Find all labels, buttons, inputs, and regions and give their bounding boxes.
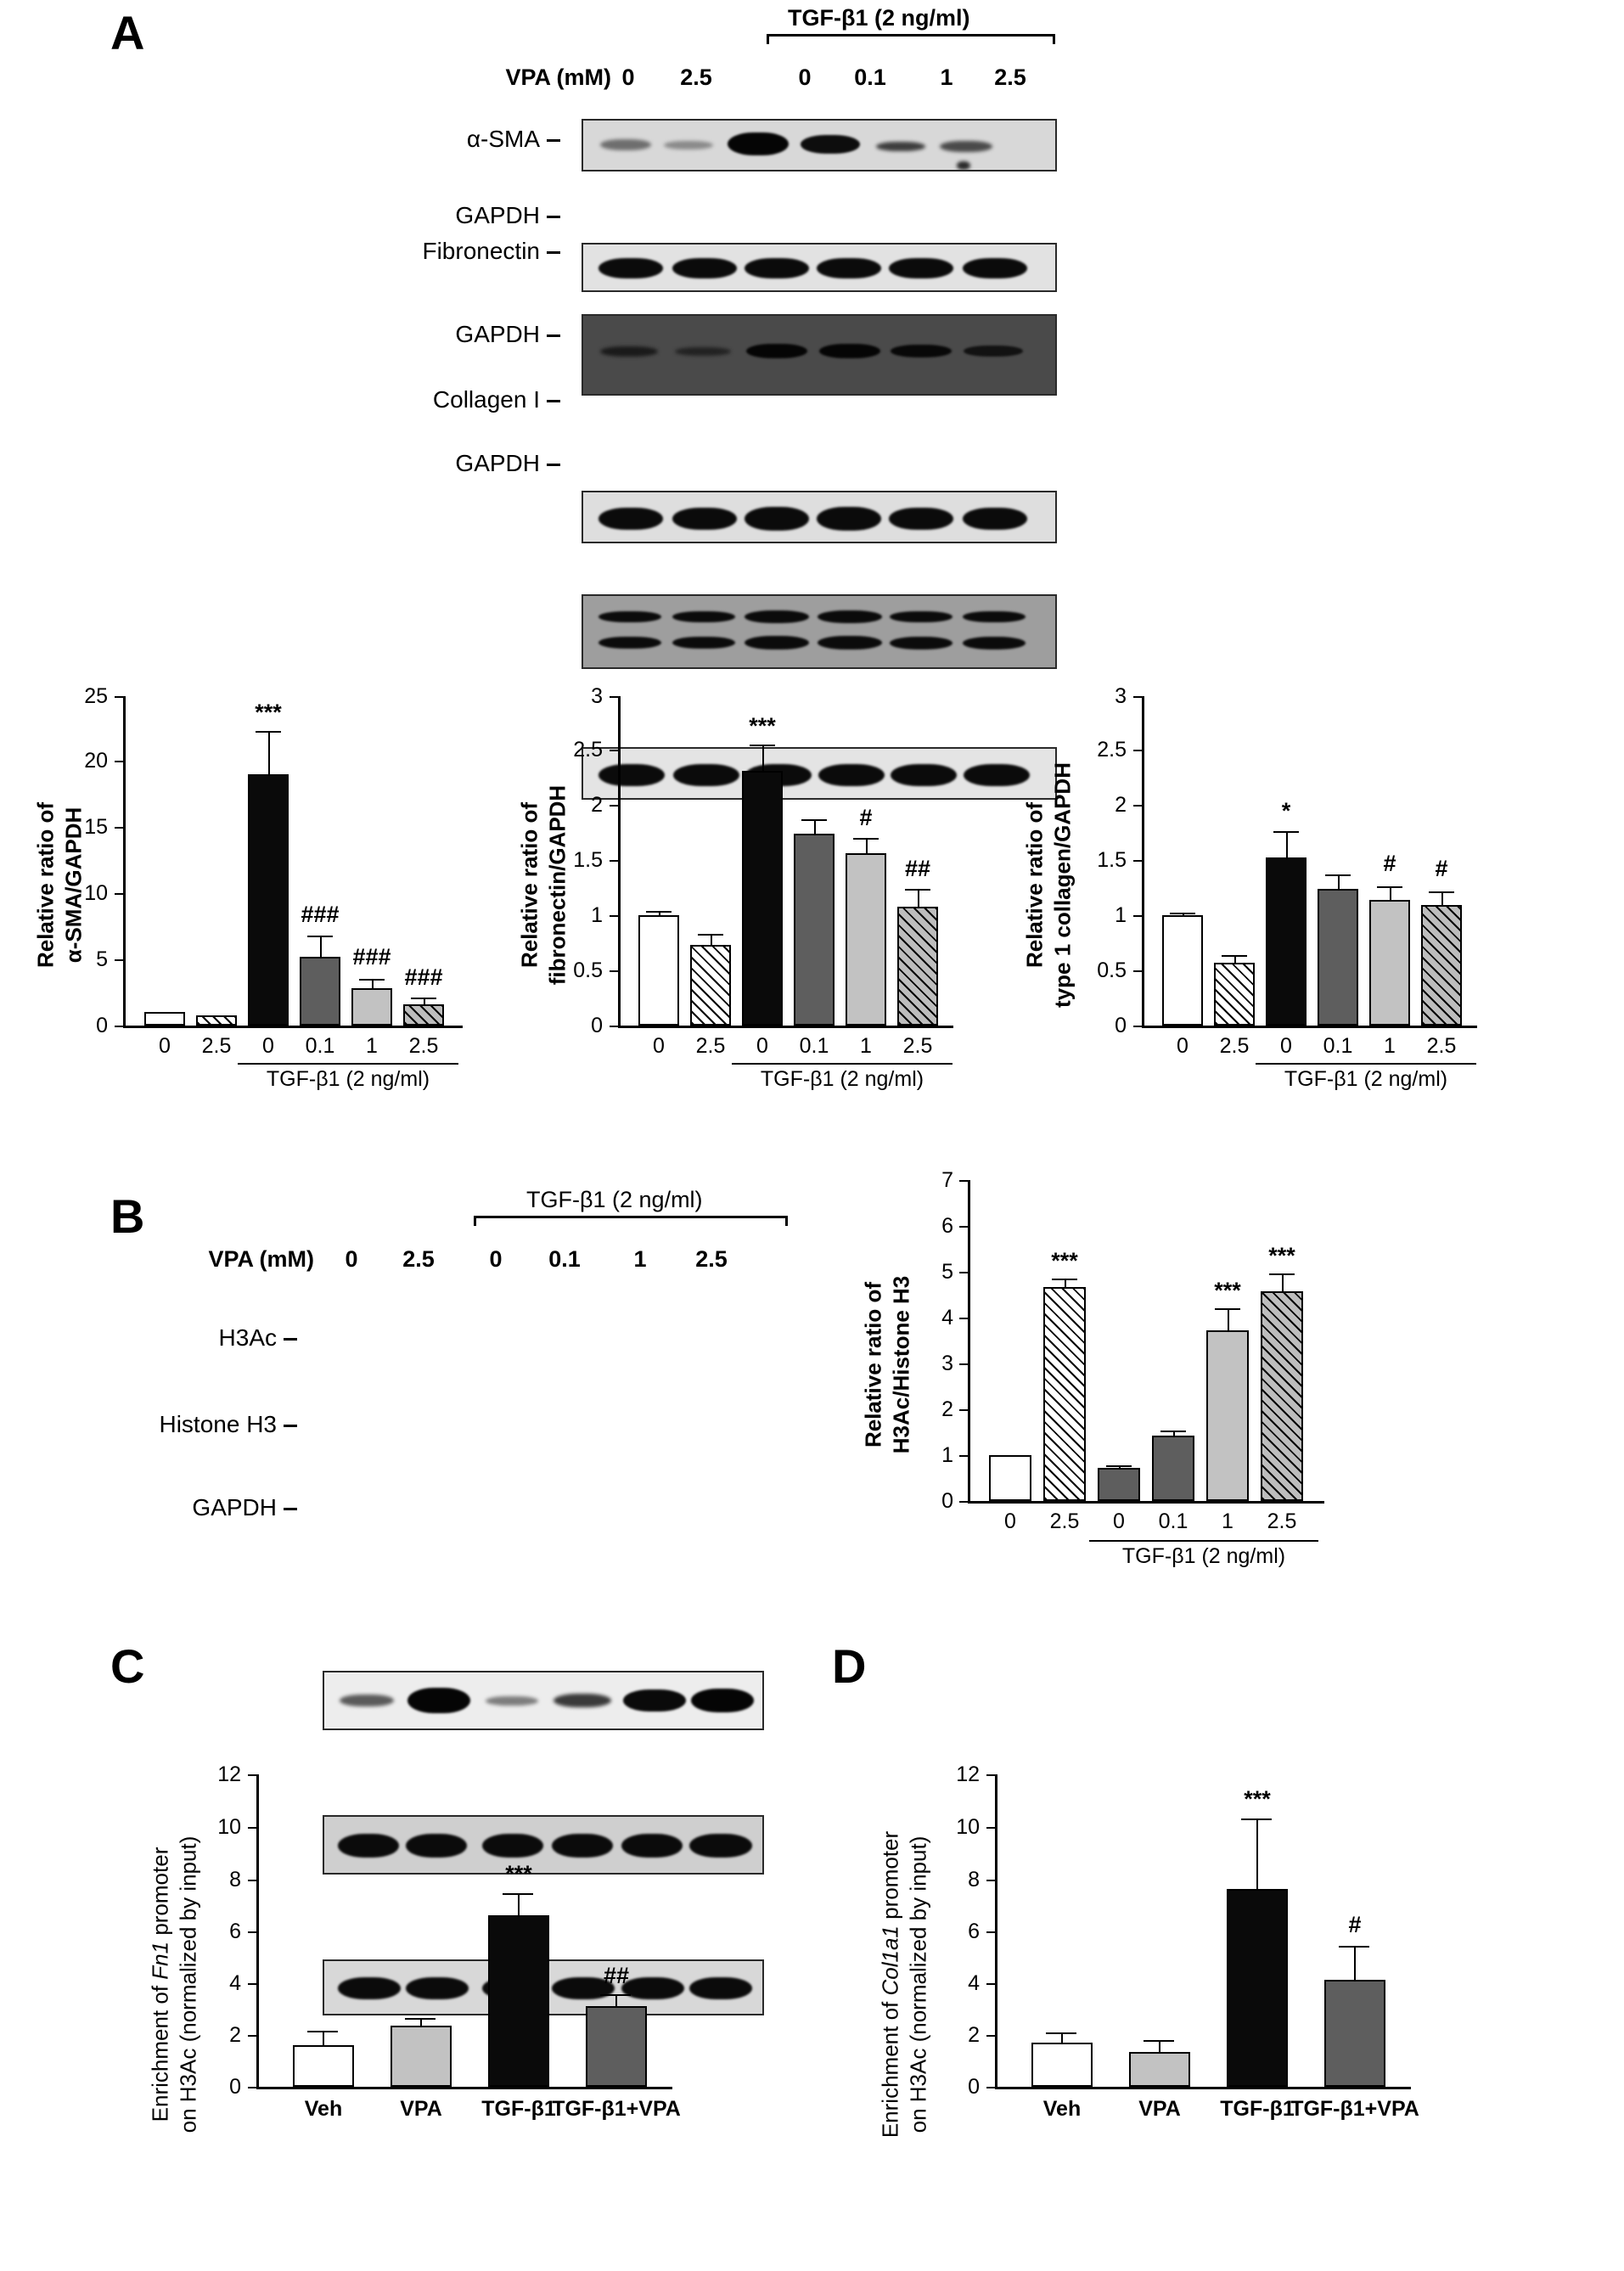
chart-asma-ytick-5: 25: [84, 684, 108, 708]
tick-dash-icon: [547, 139, 560, 142]
chart-collagen-ytick-0: 0: [1115, 1014, 1127, 1037]
chart-asma-ytick-2: 10: [84, 881, 108, 905]
chart-asma-bar-5: [403, 1004, 444, 1026]
panelA-lane-5: 2.5: [994, 65, 1026, 90]
chart-fn1-ytick-0: 0: [229, 2075, 241, 2099]
panelB-blot-label-h3ac: H3Ac: [110, 1324, 297, 1352]
chart-col1a1-ytick-3: 6: [968, 1920, 980, 1943]
chart-collagen-sig-4: #: [1383, 851, 1396, 876]
chart-asma-group-label: TGF-β1 (2 ng/ml): [266, 1067, 430, 1091]
tick-dash-icon: [547, 251, 560, 254]
chart-h3ac-ytick-7: 7: [941, 1168, 953, 1192]
panelA-blot-label-fibronectin: Fibronectin: [314, 238, 560, 265]
chart-h3ac-bar-1: [1043, 1287, 1086, 1501]
panelA-blot-collagen: [582, 594, 1057, 669]
panelB-vpa-label: VPA (mM): [208, 1246, 314, 1272]
chart-asma-sig-3: ###: [301, 902, 340, 927]
chart-h3ac-xtick-2: 0: [1113, 1509, 1125, 1533]
chart-col1a1-enrichment: [832, 1762, 1511, 2190]
chart-fibronectin-ytick-5: 2.5: [573, 738, 603, 762]
chart-asma-ylabel: Relative ratio of α-SMA/GAPDH: [32, 801, 86, 969]
chart-asma-xtick-4: 1: [366, 1034, 378, 1058]
chart-fn1-xtick-2: TGF-β1: [481, 2097, 556, 2121]
chart-fn1-ytick-3: 6: [229, 1920, 241, 1943]
chart-h3ac-group-line: [1089, 1540, 1318, 1542]
chart-asma-sig-4: ###: [352, 944, 391, 970]
chart-asma-ytick-0: 0: [96, 1014, 108, 1037]
chart-asma-bar-0: [144, 1012, 185, 1026]
chart-asma-yaxis: [123, 696, 126, 1027]
chart-asma-xtick-2: 0: [262, 1034, 274, 1058]
chart-h3ac-xtick-3: 0.1: [1158, 1509, 1188, 1533]
chart-h3ac-bar-3: [1152, 1436, 1194, 1501]
chart-h3ac-ylabel: Relative ratio of H3Ac/Histone H3: [860, 1275, 913, 1454]
chart-col1a1-ytick-0: 0: [968, 2075, 980, 2099]
panelB-lane-0: 0: [345, 1246, 358, 1272]
chart-asma: [25, 684, 501, 1091]
panelA-lane-0: 0: [621, 65, 635, 90]
chart-collagen-ytick-6: 3: [1115, 684, 1127, 708]
chart-col1a1-xtick-0: Veh: [1042, 2097, 1082, 2121]
chart-fibronectin-bar-4: [846, 853, 886, 1026]
panelA-lane-2: 0: [798, 65, 812, 90]
chart-collagen-bar-1: [1214, 963, 1255, 1026]
panelB-tgf-header: TGF-β1 (2 ng/ml): [526, 1187, 703, 1212]
chart-h3ac-ytick-4: 4: [941, 1306, 953, 1329]
chart-col1a1-xtick-1: VPA: [1138, 2097, 1181, 2121]
chart-h3ac-bar-2: [1098, 1468, 1140, 1501]
chart-fibronectin-ytick-4: 2: [591, 793, 603, 817]
chart-collagen-group-line: [1256, 1063, 1476, 1065]
panel-letter-d: D: [832, 1639, 867, 1693]
chart-asma-bar-3: [300, 957, 340, 1026]
chart-fibronectin-bar-3: [794, 834, 834, 1026]
chart-fn1-xtick-1: VPA: [400, 2097, 442, 2121]
chart-collagen-sig-2: *: [1281, 798, 1291, 824]
chart-fibronectin-group-line: [732, 1063, 952, 1065]
chart-fn1-ytick-2: 4: [229, 1971, 241, 1995]
panelB-lane-4: 1: [633, 1246, 647, 1272]
chart-fibronectin-xtick-2: 0: [756, 1034, 768, 1058]
chart-fn1-enrichment: [110, 1762, 756, 2190]
chart-col1a1-ylabel: Enrichment of Col1a1 promoter on H3Ac (normalized by input): [877, 1830, 930, 2139]
chart-fn1-ytick-4: 8: [229, 1868, 241, 1892]
chart-fibronectin-xtick-5: 2.5: [902, 1034, 933, 1058]
tick-dash-icon: [547, 216, 560, 218]
chart-fibronectin-ytick-3: 1.5: [573, 848, 603, 872]
chart-asma-xtick-1: 2.5: [201, 1034, 232, 1058]
chart-collagen-ylabel: Relative ratio of type 1 collagen/GAPDH: [1021, 762, 1075, 1008]
chart-asma-xtick-5: 2.5: [408, 1034, 439, 1058]
chart-asma-xtick-0: 0: [159, 1034, 171, 1058]
tick-dash-icon: [547, 334, 560, 337]
chart-fibronectin-xtick-1: 2.5: [695, 1034, 726, 1058]
chart-fn1-xtick-3: TGF-β1+VPA: [552, 2097, 681, 2121]
chart-fn1-bar-1: [391, 2026, 452, 2087]
panelB-lane-2: 0: [489, 1246, 503, 1272]
chart-collagen: [1006, 684, 1515, 1091]
chart-fibronectin-sig-4: #: [859, 805, 873, 830]
chart-h3ac-ytick-1: 1: [941, 1443, 953, 1467]
chart-collagen-xtick-0: 0: [1177, 1034, 1188, 1058]
chart-asma-xaxis: [123, 1026, 463, 1028]
chart-collagen-ytick-3: 1.5: [1097, 848, 1127, 872]
chart-fibronectin-ytick-6: 3: [591, 684, 603, 708]
chart-col1a1-sig-3: #: [1348, 1912, 1362, 1937]
panelA-tgf-header: TGF-β1 (2 ng/ml): [788, 5, 970, 31]
chart-collagen-bar-2: [1266, 857, 1307, 1026]
chart-asma-ytick-4: 20: [84, 749, 108, 773]
chart-h3ac-xtick-4: 1: [1222, 1509, 1233, 1533]
chart-h3ac-ytick-6: 6: [941, 1214, 953, 1238]
chart-collagen-bar-5: [1421, 905, 1462, 1026]
chart-fn1-bar-2: [488, 1915, 549, 2087]
tick-dash-icon: [284, 1508, 297, 1510]
chart-col1a1-ytick-5: 10: [956, 1815, 980, 1839]
chart-h3ac-xtick-1: 2.5: [1049, 1509, 1080, 1533]
chart-h3ac-bar-0: [989, 1455, 1031, 1501]
chart-fibronectin-xtick-4: 1: [860, 1034, 872, 1058]
chart-fibronectin-bar-2: [742, 771, 783, 1026]
panelA-lane-3: 0.1: [854, 65, 886, 90]
chart-asma-sig-5: ###: [404, 964, 443, 990]
chart-h3ac-ytick-5: 5: [941, 1260, 953, 1284]
panelA-blot-fibronectin: [582, 314, 1057, 396]
panelA-blot-gapdh2: [582, 491, 1057, 543]
panelA-lane-4: 1: [940, 65, 953, 90]
chart-fn1-bar-0: [293, 2045, 354, 2087]
chart-asma-bar-4: [351, 988, 392, 1026]
chart-fibronectin-sig-5: ##: [904, 856, 931, 881]
panelA-blot-label-asma: α-SMA: [365, 126, 560, 153]
chart-h3ac-group-label: TGF-β1 (2 ng/ml): [1121, 1544, 1286, 1568]
chart-h3ac-xtick-0: 0: [1004, 1509, 1016, 1533]
chart-fn1-ylabel: Enrichment of Fn1 promoter on H3Ac (normalized by input): [147, 1835, 200, 2133]
chart-collagen-group-label: TGF-β1 (2 ng/ml): [1284, 1067, 1448, 1091]
tick-dash-icon: [284, 1338, 297, 1341]
panelB-lane-5: 2.5: [695, 1246, 728, 1272]
chart-h3ac-xtick-5: 2.5: [1267, 1509, 1297, 1533]
tick-dash-icon: [284, 1425, 297, 1427]
chart-collagen-xtick-4: 1: [1384, 1034, 1396, 1058]
chart-asma-sig-2: ***: [255, 700, 282, 725]
chart-fn1-ylabel-line1: Enrichment of Fn1 promoter: [147, 1847, 173, 2122]
panelB-blot-label-histoneh3: Histone H3: [85, 1411, 297, 1438]
chart-asma-ytick-3: 15: [84, 815, 108, 839]
chart-collagen-ytick-2: 1: [1115, 903, 1127, 927]
chart-fibronectin-bar-0: [638, 915, 679, 1026]
panelA-vpa-label: VPA (mM): [505, 65, 611, 90]
chart-fibronectin: [509, 684, 985, 1091]
panelA-blot-gapdh1: [582, 243, 1057, 292]
tick-dash-icon: [547, 464, 560, 466]
panel-letter-b: B: [110, 1189, 145, 1243]
panelA-lane-1: 2.5: [680, 65, 712, 90]
panelB-tgf-bracket: [474, 1216, 788, 1226]
chart-collagen-xtick-3: 0.1: [1323, 1034, 1353, 1058]
chart-collagen-xtick-5: 2.5: [1426, 1034, 1457, 1058]
chart-fibronectin-xtick-3: 0.1: [799, 1034, 829, 1058]
chart-collagen-bar-0: [1162, 915, 1203, 1026]
chart-h3ac-bar-5: [1261, 1291, 1303, 1501]
chart-collagen-ytick-5: 2.5: [1097, 738, 1127, 762]
panelA-blot-label-gapdh1: GAPDH: [365, 202, 560, 229]
chart-asma-bar-1: [196, 1015, 237, 1026]
panelA-blot-asma: [582, 119, 1057, 171]
panelA-blot-label-collagen: Collagen I: [323, 386, 560, 413]
chart-h3ac-sig-5: ***: [1268, 1243, 1295, 1268]
chart-fibronectin-bar-1: [690, 945, 731, 1026]
chart-fibronectin-ytick-1: 0.5: [573, 958, 603, 982]
chart-collagen-ytick-4: 2: [1115, 793, 1127, 817]
chart-fn1-ytick-5: 10: [217, 1815, 241, 1839]
chart-col1a1-ylabel-line1: Enrichment of Col1a1 promoter: [877, 1830, 903, 2139]
chart-col1a1-bar-1: [1129, 2052, 1190, 2087]
chart-fn1-ytick-6: 12: [217, 1762, 241, 1786]
chart-h3ac-ytick-2: 2: [941, 1397, 953, 1421]
panelB-blot-label-gapdh: GAPDH: [110, 1494, 297, 1521]
chart-fibronectin-xtick-0: 0: [653, 1034, 665, 1058]
chart-fn1-bar-3: [586, 2006, 647, 2087]
panelA-blot-label-gapdh3: GAPDH: [365, 450, 560, 477]
panel-letter-c: C: [110, 1639, 145, 1693]
chart-fibronectin-ylabel: Relative ratio of fibronectin/GAPDH: [516, 784, 570, 986]
chart-fn1-sig-2: ***: [505, 1861, 532, 1886]
chart-fn1-ytick-1: 2: [229, 2023, 241, 2047]
chart-fibronectin-sig-2: ***: [749, 713, 776, 739]
chart-collagen-sig-5: #: [1435, 856, 1448, 881]
chart-collagen-bar-4: [1369, 900, 1410, 1026]
chart-col1a1-bar-0: [1031, 2043, 1093, 2087]
tick-dash-icon: [547, 400, 560, 402]
chart-fn1-sig-3: ##: [603, 1963, 630, 1988]
chart-fn1-xtick-0: Veh: [304, 2097, 343, 2121]
chart-h3ac-bar-4: [1206, 1330, 1249, 1501]
chart-h3ac-ytick-0: 0: [941, 1489, 953, 1513]
chart-fibronectin-ytick-2: 1: [591, 903, 603, 927]
chart-asma-bar-2: [248, 774, 289, 1026]
chart-fibronectin-bar-5: [897, 907, 938, 1026]
chart-collagen-xtick-2: 0: [1280, 1034, 1292, 1058]
chart-h3ac-sig-1: ***: [1051, 1248, 1078, 1273]
chart-col1a1-ytick-6: 12: [956, 1762, 980, 1786]
chart-h3ac-ytick-3: 3: [941, 1352, 953, 1375]
chart-col1a1-ytick-4: 8: [968, 1868, 980, 1892]
chart-collagen-xtick-1: 2.5: [1219, 1034, 1250, 1058]
chart-col1a1-ytick-2: 4: [968, 1971, 980, 1995]
chart-asma-group-line: [238, 1063, 458, 1065]
chart-col1a1-xtick-3: TGF-β1+VPA: [1290, 2097, 1419, 2121]
panel-letter-a: A: [110, 6, 145, 59]
chart-col1a1-bar-3: [1324, 1980, 1385, 2087]
chart-collagen-bar-3: [1318, 889, 1358, 1026]
panelB-blot-h3ac: [323, 1671, 764, 1730]
panelB-lane-1: 2.5: [402, 1246, 435, 1272]
chart-h3ac-sig-4: ***: [1214, 1278, 1241, 1303]
panelA-blot-label-gapdh2: GAPDH: [365, 321, 560, 348]
chart-col1a1-xtick-2: TGF-β1: [1220, 2097, 1295, 2121]
chart-col1a1-ytick-1: 2: [968, 2023, 980, 2047]
chart-h3ac: [849, 1168, 1375, 1568]
panelA-tgf-bracket: [767, 34, 1055, 44]
panelB-lane-3: 0.1: [548, 1246, 581, 1272]
chart-asma-xtick-3: 0.1: [305, 1034, 335, 1058]
chart-col1a1-sig-2: ***: [1244, 1786, 1271, 1812]
chart-collagen-ytick-1: 0.5: [1097, 958, 1127, 982]
chart-fibronectin-group-label: TGF-β1 (2 ng/ml): [760, 1067, 924, 1091]
chart-fibronectin-ytick-0: 0: [591, 1014, 603, 1037]
chart-asma-ytick-1: 5: [96, 947, 108, 971]
chart-col1a1-bar-2: [1227, 1889, 1288, 2087]
